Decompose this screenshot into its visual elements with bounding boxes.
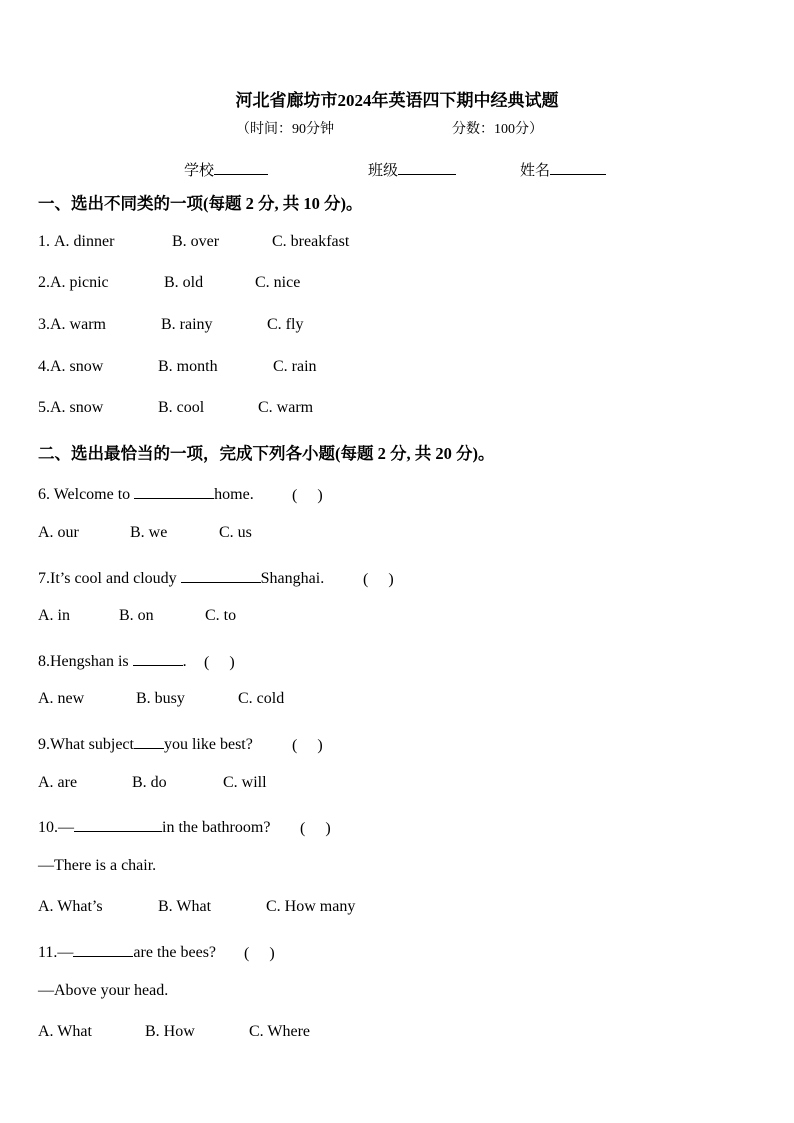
option-a: A. are xyxy=(38,774,78,791)
answer-blank[interactable] xyxy=(74,815,162,832)
option-c: C. rain xyxy=(273,358,317,375)
question-stem-end: you like best? xyxy=(163,736,253,753)
option-a: A. new xyxy=(38,690,85,707)
option-a: A. dinner xyxy=(54,233,115,250)
question-stem-start: 6. Welcome to xyxy=(38,486,135,503)
question-stem-end: in the bathroom? xyxy=(162,819,271,836)
answer-blank[interactable] xyxy=(73,940,133,957)
question-7 xyxy=(38,566,394,588)
class-label: 班级 xyxy=(368,163,399,179)
answer-blank[interactable] xyxy=(134,732,164,749)
question-9 xyxy=(38,732,323,754)
question-stem-end: Shanghai. xyxy=(260,570,325,587)
option-b: B. What xyxy=(158,898,212,915)
question-8 xyxy=(38,649,235,671)
question-1 xyxy=(38,233,350,251)
class-field xyxy=(368,159,456,180)
option-a: A. in xyxy=(38,607,70,624)
option-c: C. Where xyxy=(249,1023,311,1040)
question-number: 1. xyxy=(38,233,54,250)
exam-score: 分数：100分） xyxy=(452,122,543,137)
question-9-options xyxy=(38,774,267,792)
question-11 xyxy=(38,940,275,962)
question-11-reply: —Above your head. xyxy=(38,982,169,999)
option-b: B. rainy xyxy=(161,316,213,333)
answer-blank[interactable] xyxy=(133,649,183,666)
option-b: B. we xyxy=(130,524,168,541)
option-c: C. cold xyxy=(238,690,285,707)
option-c: C. fly xyxy=(267,316,304,333)
name-field xyxy=(520,159,606,180)
option-b: B. cool xyxy=(158,399,205,416)
question-11-options xyxy=(38,1023,311,1041)
question-8-options xyxy=(38,690,285,708)
question-stem-start: 9.What subject xyxy=(38,736,134,753)
question-10 xyxy=(38,815,331,837)
question-number: 5. xyxy=(38,399,50,416)
answer-blank[interactable] xyxy=(181,566,261,583)
option-c: C. will xyxy=(223,774,267,791)
option-b: B. How xyxy=(145,1023,195,1040)
option-b: B. do xyxy=(132,774,167,791)
option-a: A. warm xyxy=(50,316,106,333)
option-b: B. old xyxy=(164,274,204,291)
option-b: B. month xyxy=(158,358,218,375)
exam-time: （时间：90分钟 xyxy=(236,122,334,137)
question-stem-start: 10.— xyxy=(38,819,74,836)
question-number: 2. xyxy=(38,274,50,291)
question-2 xyxy=(38,274,301,292)
school-label: 学校 xyxy=(184,163,215,179)
option-a: A. snow xyxy=(50,399,104,416)
question-stem-start: 7.It’s cool and cloudy xyxy=(38,570,181,587)
school-blank[interactable] xyxy=(214,159,268,175)
class-blank[interactable] xyxy=(398,159,456,175)
page-title: 河北省廊坊市2024年英语四下期中经典试题 xyxy=(235,91,559,110)
question-6 xyxy=(38,482,323,504)
name-label: 姓名 xyxy=(520,163,551,179)
name-blank[interactable] xyxy=(550,159,606,175)
question-5 xyxy=(38,399,314,417)
answer-parenthesis[interactable]: ( ) xyxy=(204,654,235,671)
school-field xyxy=(184,159,268,180)
question-6-options xyxy=(38,524,252,542)
option-c: C. breakfast xyxy=(272,233,350,250)
answer-parenthesis[interactable]: ( ) xyxy=(300,820,331,837)
question-number: 3. xyxy=(38,316,50,333)
option-b: B. busy xyxy=(136,690,185,707)
option-c: C. nice xyxy=(255,274,301,291)
question-stem-end: . xyxy=(182,653,187,670)
answer-parenthesis[interactable]: ( ) xyxy=(244,945,275,962)
question-stem-end: home. xyxy=(214,486,254,503)
option-a: A. What’s xyxy=(38,898,103,915)
option-a: A. What xyxy=(38,1023,92,1040)
question-10-options xyxy=(38,898,356,916)
section-heading: 二、选出最恰当的一项，完成下列各小题(每题 2 分, 共 20 分)。 xyxy=(38,444,495,463)
option-a: A. snow xyxy=(50,358,104,375)
option-c: C. to xyxy=(205,607,237,624)
answer-parenthesis[interactable]: ( ) xyxy=(292,487,323,504)
option-c: C. warm xyxy=(258,399,314,416)
question-3 xyxy=(38,316,304,334)
question-stem-start: 8.Hengshan is xyxy=(38,653,133,670)
question-10-reply: —There is a chair. xyxy=(38,857,157,874)
question-number: 4. xyxy=(38,358,50,375)
option-c: C. How many xyxy=(266,898,356,915)
answer-parenthesis[interactable]: ( ) xyxy=(292,737,323,754)
option-c: C. us xyxy=(219,524,252,541)
answer-blank[interactable] xyxy=(134,482,214,499)
question-stem-end: are the bees? xyxy=(133,944,217,961)
option-a: A. picnic xyxy=(50,274,109,291)
question-stem-start: 11.— xyxy=(38,944,74,961)
question-4 xyxy=(38,358,317,376)
option-b: B. on xyxy=(119,607,154,624)
option-a: A. our xyxy=(38,524,79,541)
question-7-options xyxy=(38,607,237,625)
answer-parenthesis[interactable]: ( ) xyxy=(363,571,394,588)
section-heading: 一、选出不同类的一项(每题 2 分, 共 10 分)。 xyxy=(38,194,363,213)
option-b: B. over xyxy=(172,233,220,250)
